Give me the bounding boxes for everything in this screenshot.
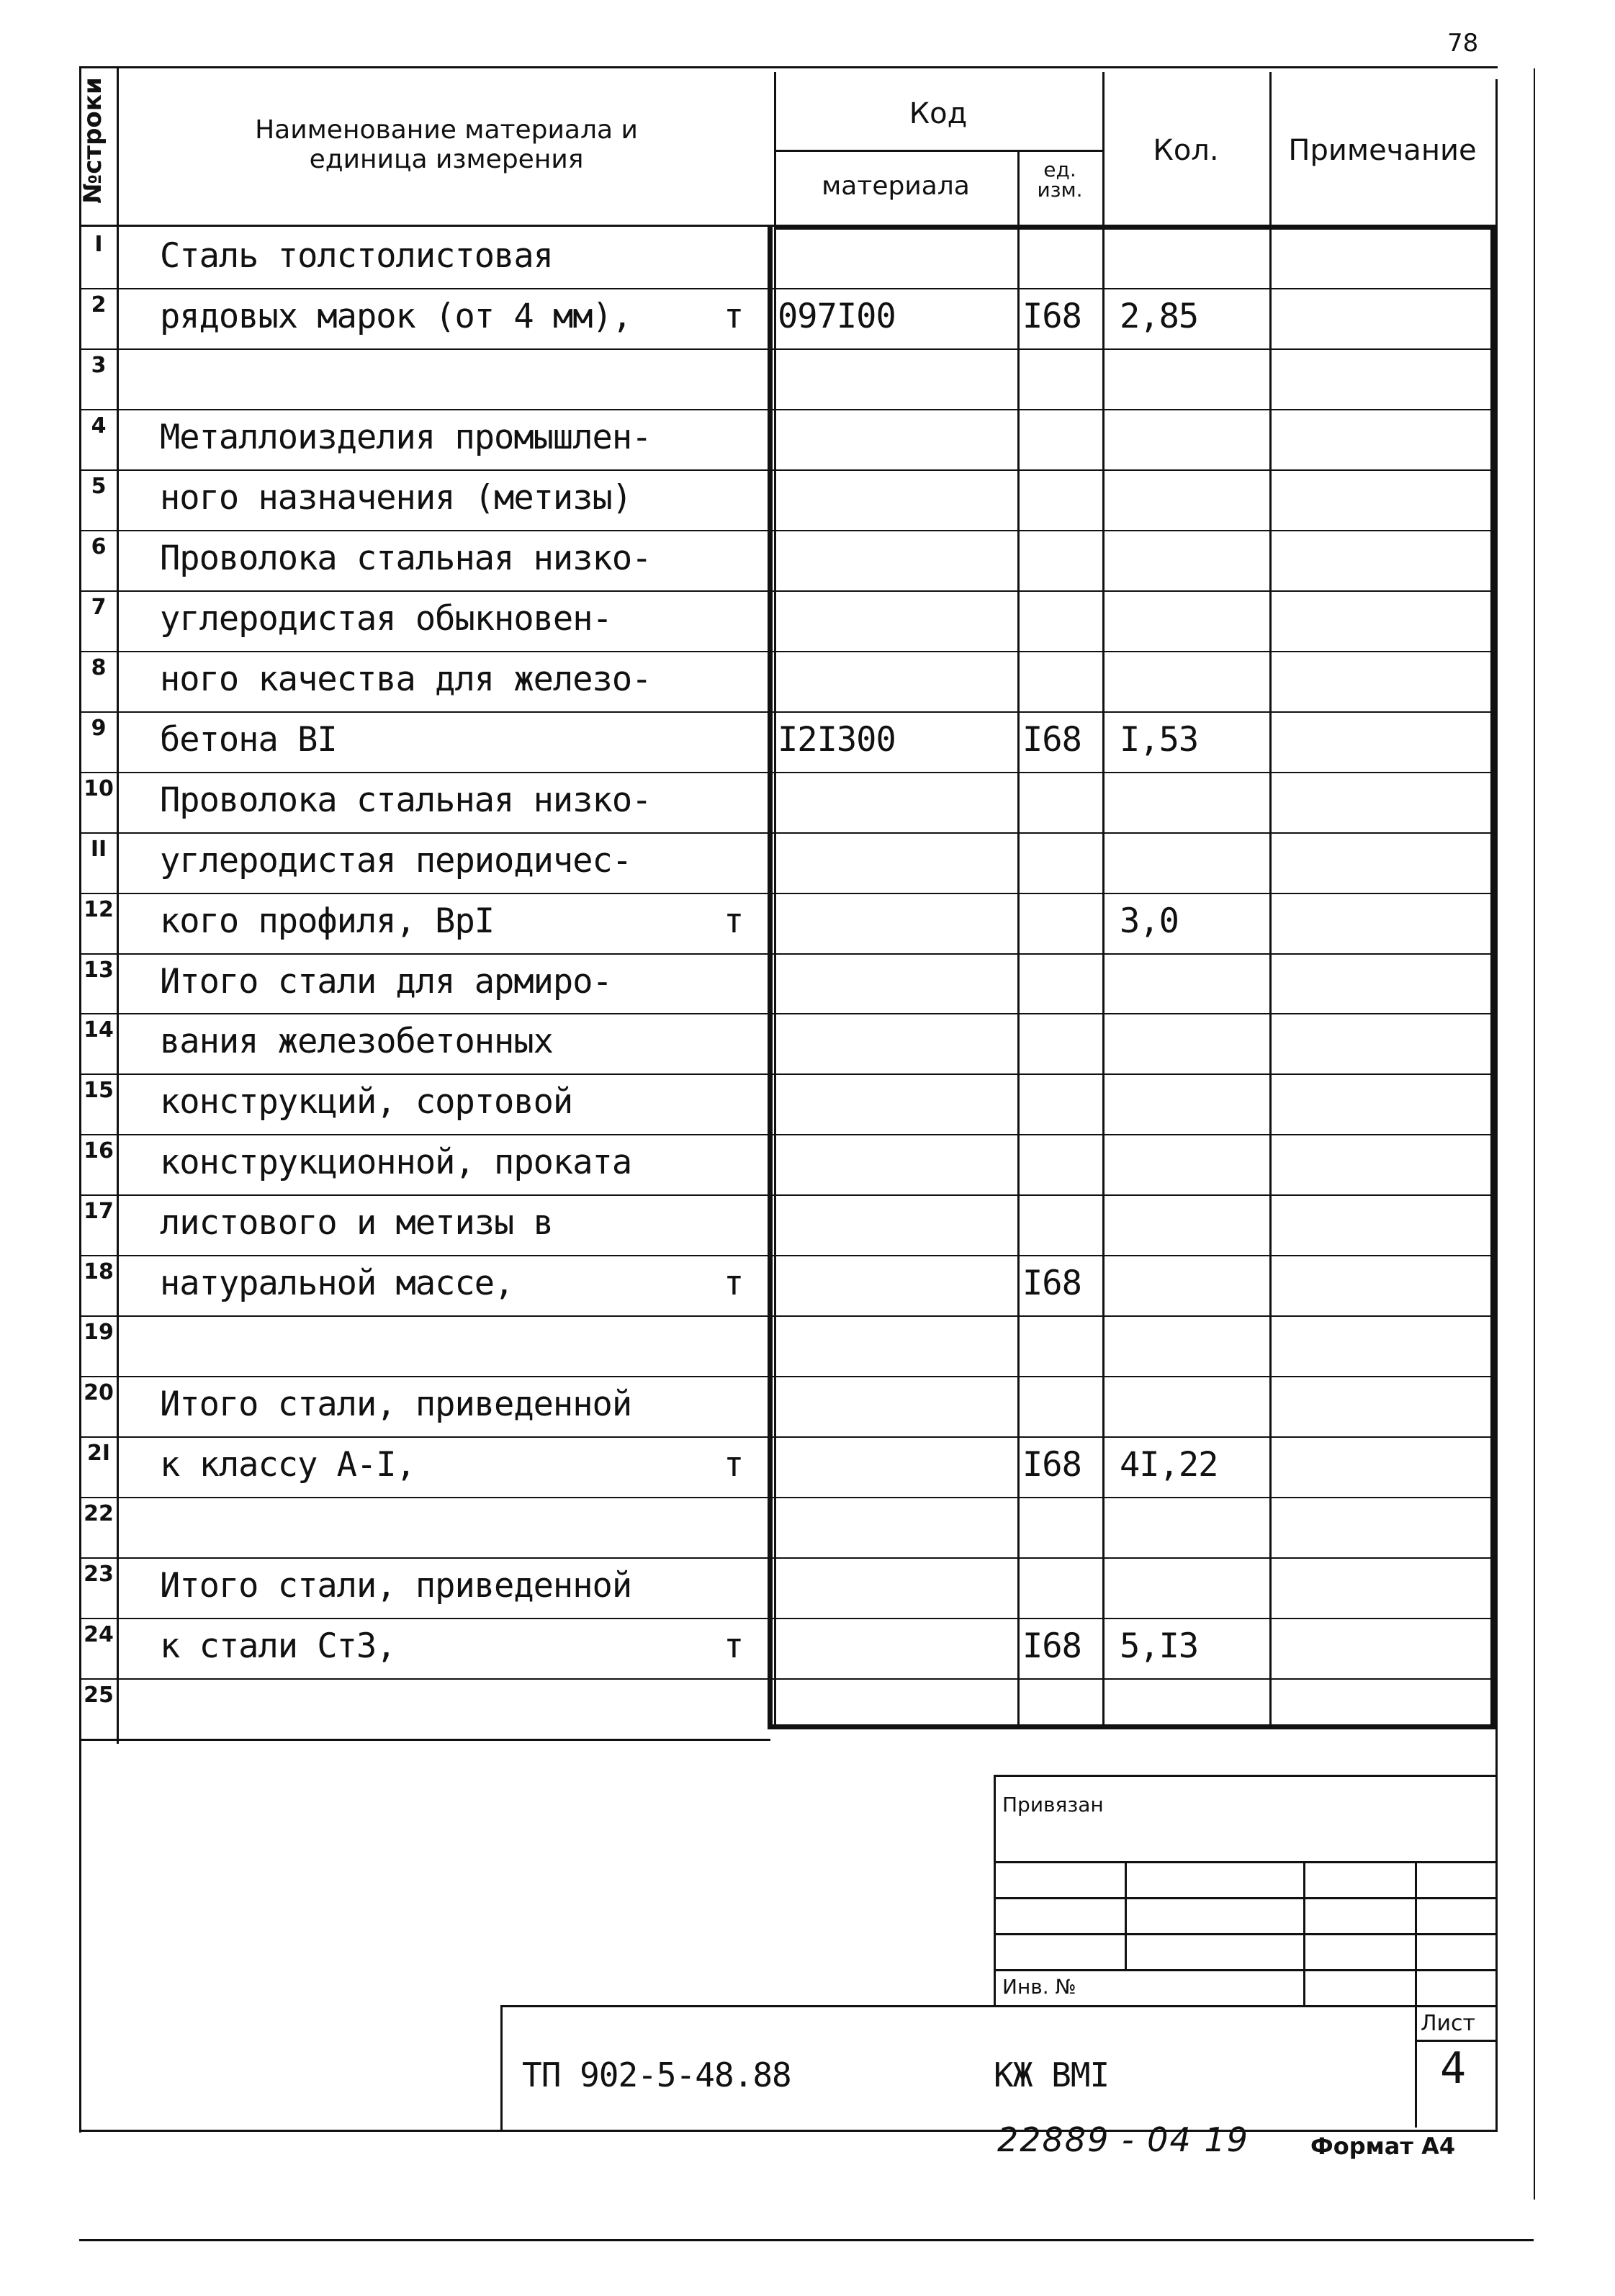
row-divider — [79, 288, 1494, 289]
material-name: бетона BI — [160, 719, 337, 760]
row-number: 15 — [84, 1078, 114, 1104]
row-number: 5 — [91, 473, 107, 499]
unit-of-measure: т — [724, 296, 744, 336]
row-number: 8 — [91, 654, 107, 680]
material-name: Итого стали, приведенной — [160, 1566, 632, 1606]
quantity: 5,I3 — [1120, 1626, 1199, 1667]
row-number: 17 — [84, 1199, 114, 1225]
material-name: Итого стали для армиро- — [160, 961, 612, 1001]
quantity: 4I,22 — [1120, 1445, 1218, 1485]
paper-format: Формат А4 — [1310, 2133, 1456, 2160]
sheet-number: 4 — [1440, 2043, 1466, 2094]
row-number: 4 — [91, 413, 107, 438]
material-name: натуральной массе, — [160, 1264, 514, 1304]
material-name: Итого стали, приведенной — [160, 1385, 632, 1425]
row-number: 23 — [84, 1562, 114, 1588]
material-name: к стали Ст3, — [160, 1626, 396, 1667]
header-note: Примечание — [1288, 134, 1477, 167]
material-name: Металлоизделия промышлен- — [160, 417, 652, 457]
material-name: кого профиля, BpI — [160, 901, 495, 941]
material-name: ного назначения (метизы) — [160, 477, 632, 518]
material-name: Проволока стальная низко- — [160, 538, 652, 578]
row-divider — [79, 1013, 1494, 1014]
row-divider — [79, 1255, 1494, 1256]
row-number: I — [94, 232, 103, 257]
material-name: вания железобетонных — [160, 1022, 553, 1062]
row-divider — [79, 1376, 1494, 1377]
row-number: 7 — [91, 594, 107, 620]
sheet-label: Лист — [1421, 2011, 1476, 2036]
row-divider — [79, 1436, 1494, 1438]
row-divider — [79, 651, 1494, 652]
row-number: 10 — [84, 775, 114, 801]
row-divider — [79, 1194, 1494, 1196]
row-number: 22 — [84, 1501, 114, 1527]
material-code: I2I300 — [778, 719, 896, 760]
row-divider — [79, 1557, 1494, 1559]
row-number: 19 — [84, 1320, 114, 1346]
material-name: к классу A-I, — [160, 1445, 415, 1485]
header-code: Код — [909, 97, 968, 130]
row-number: 12 — [84, 896, 114, 922]
inventory-number-label: Инв. № — [1002, 1975, 1076, 1999]
row-divider — [79, 711, 1494, 713]
row-divider — [79, 1739, 117, 1740]
row-divider — [79, 409, 1494, 410]
row-divider — [79, 469, 1494, 471]
row-divider — [79, 348, 1494, 350]
row-number: 14 — [84, 1017, 114, 1043]
header-quantity: Кол. — [1153, 134, 1219, 167]
unit-code: I68 — [1022, 719, 1081, 760]
material-name: конструкций, сортовой — [160, 1082, 573, 1122]
row-number: 2 — [91, 292, 107, 318]
row-number: 25 — [84, 1683, 114, 1709]
row-divider — [79, 1497, 1494, 1498]
row-divider — [79, 893, 1494, 894]
archive-number: 22889 - 04 19 — [997, 2120, 1249, 2159]
scan-edge-line — [79, 2239, 1534, 2241]
unit-code: I68 — [1022, 1264, 1081, 1304]
header-row-number: №строки — [78, 77, 107, 204]
row-divider — [79, 1678, 1494, 1680]
row-divider — [79, 1073, 1494, 1075]
unit-code: I68 — [1022, 1626, 1081, 1667]
unit-of-measure: т — [724, 901, 744, 941]
unit-code: I68 — [1022, 1445, 1081, 1485]
material-name: конструкционной, проката — [160, 1143, 632, 1183]
row-divider — [79, 772, 1494, 773]
row-divider — [79, 953, 1494, 955]
header-code-unit: ед. изм. — [1037, 158, 1083, 202]
row-number: II — [90, 836, 107, 862]
unit-code: I68 — [1022, 296, 1081, 336]
row-number: 2I — [86, 1441, 111, 1467]
row-number: 20 — [84, 1380, 114, 1406]
material-name: рядовых марок (от 4 мм), — [160, 296, 632, 336]
quantity: I,53 — [1120, 719, 1199, 760]
corner-mark: 78 — [1447, 29, 1479, 58]
linked-label: Привязан — [1002, 1793, 1104, 1816]
quantity: 2,85 — [1120, 296, 1199, 336]
row-number: 24 — [84, 1622, 114, 1648]
material-name: ного качества для железо- — [160, 659, 652, 699]
material-name: углеродистая обыкновен- — [160, 598, 612, 639]
row-number: 16 — [84, 1138, 114, 1164]
row-divider — [79, 1618, 1494, 1619]
unit-of-measure: т — [724, 1626, 744, 1667]
row-divider — [79, 590, 1494, 592]
row-divider — [79, 1134, 1494, 1135]
row-number: 18 — [84, 1259, 114, 1285]
row-number: 6 — [91, 534, 107, 559]
row-divider — [79, 530, 1494, 531]
row-number: 3 — [91, 352, 107, 378]
document-code: ТП 902-5-48.88 — [522, 2056, 791, 2094]
material-name: Проволока стальная низко- — [160, 780, 652, 820]
quantity: 3,0 — [1120, 901, 1179, 941]
header-code-material: материала — [822, 171, 970, 201]
header-material-name: Наименование материала и единица измерения — [255, 115, 638, 175]
unit-of-measure: т — [724, 1445, 744, 1485]
material-name: листового и метизы в — [160, 1203, 553, 1243]
material-name: углеродистая периодичес- — [160, 840, 632, 881]
material-code: 097I00 — [778, 296, 896, 336]
row-number: 13 — [84, 957, 114, 983]
row-divider — [79, 832, 1494, 834]
row-number: 9 — [91, 715, 107, 741]
material-name: Сталь толстолистовая — [160, 235, 553, 276]
section-code: КЖ ВМI — [994, 2056, 1110, 2094]
row-divider — [79, 1315, 1494, 1317]
unit-of-measure: т — [724, 1264, 744, 1304]
